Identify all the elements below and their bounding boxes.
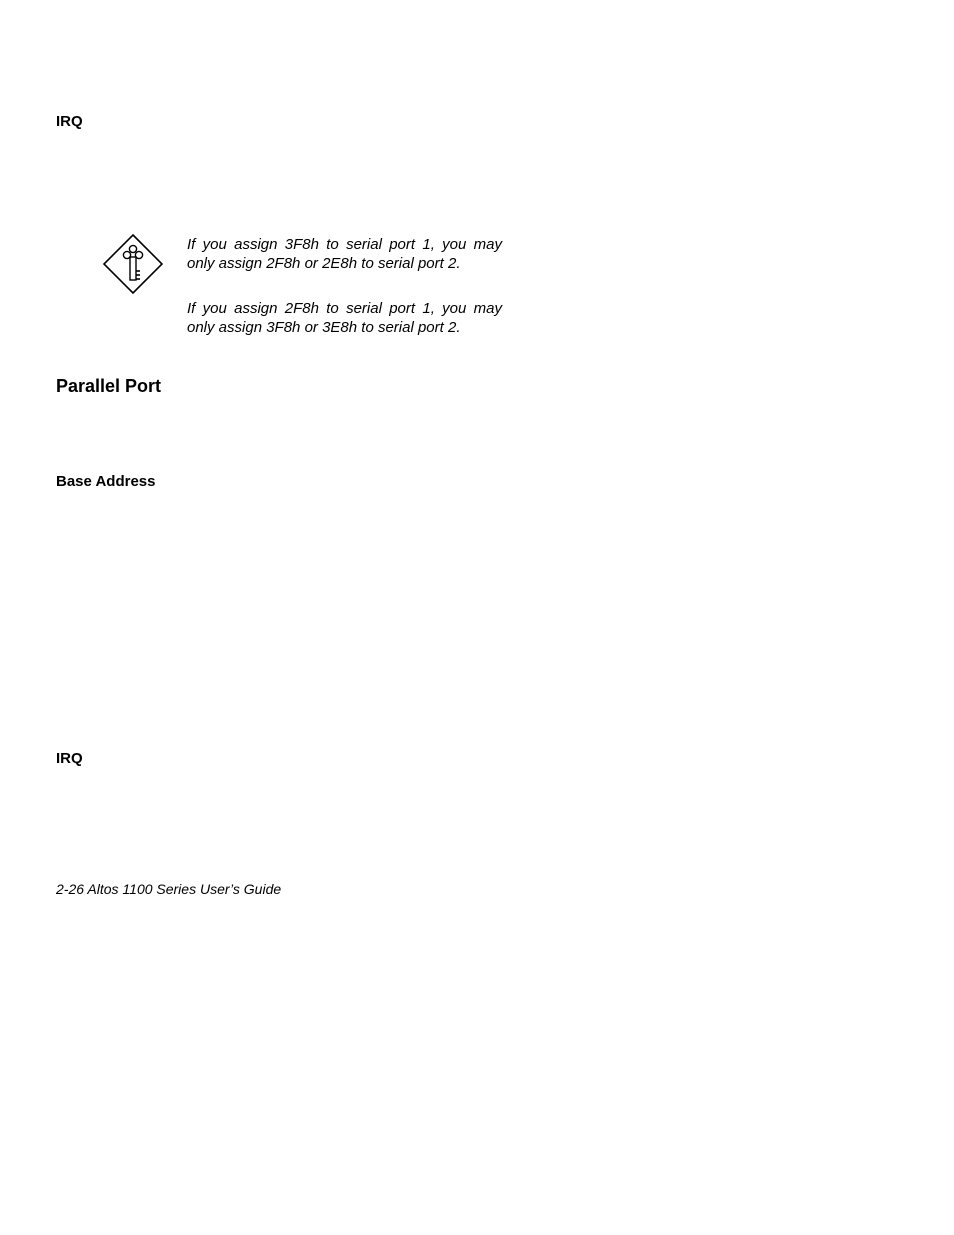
page-footer: 2-26 Altos 1100 Series User’s Guide: [56, 881, 282, 897]
key-diamond-icon: [103, 234, 163, 294]
heading-parallel-port: Parallel Port: [56, 376, 162, 396]
heading-base-address: Base Address: [56, 473, 156, 490]
heading-irq-top: IRQ: [56, 113, 83, 130]
note-paragraph-1: If you assign 3F8h to serial port 1, you may only assign 2F8h or 2E8h to serial port 2.: [187, 236, 502, 272]
heading-irq-bottom: IRQ: [56, 750, 83, 767]
note-paragraph-2: If you assign 2F8h to serial port 1, you may only assign 3F8h or 3E8h to serial port 2.: [187, 300, 502, 336]
